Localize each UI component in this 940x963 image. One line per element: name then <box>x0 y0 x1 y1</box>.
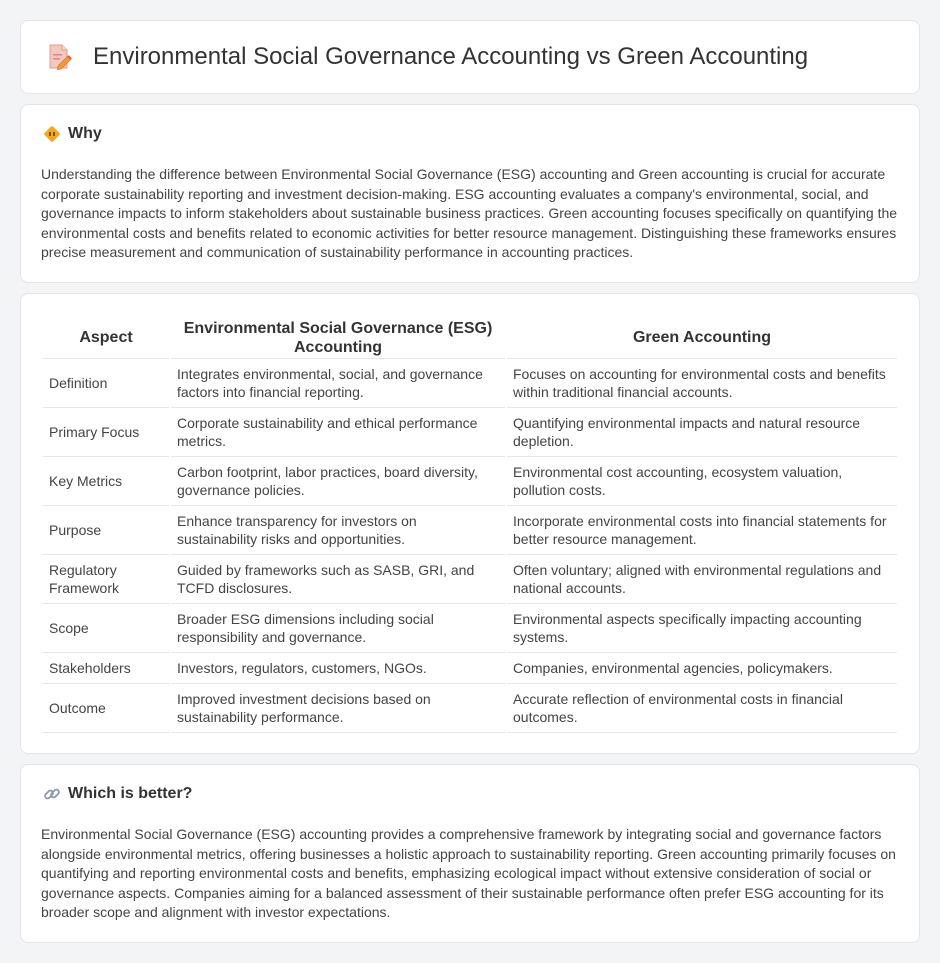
why-text: Understanding the difference between Environmental Social Governance (ESG) accounting and Green accounting is crucial for accurate corporate sustainability reporting and investment decision-making. ESG accounting evaluates a company's environmental, social, and governance impacts to inform stakeholders about sustainable business practices. Green accounting focuses specifically on quantifying the environmental costs and benefits related to economic activities for better resource management. Distinguishing these frameworks ensures precise measurement and communication of sustainability performance in accounting practices. <box>41 166 898 260</box>
green-cell: Quantifying environmental impacts and natural resource depletion. <box>507 408 897 457</box>
better-section <box>20 764 920 943</box>
table-row <box>43 684 897 733</box>
green-cell: Focuses on accounting for environmental costs and benefits within traditional financial accounts. <box>507 359 897 408</box>
table-row <box>43 653 897 684</box>
aspect-cell: Outcome <box>43 684 169 733</box>
aspect-cell: Key Metrics <box>43 457 169 506</box>
table-row <box>43 555 897 604</box>
document-pencil-icon <box>47 43 73 71</box>
why-heading: Why <box>68 125 102 142</box>
esg-cell: Enhance transparency for investors on sustainability risks and opportunities. <box>171 506 505 555</box>
esg-cell: Guided by frameworks such as SASB, GRI, and TCFD disclosures. <box>171 555 505 604</box>
header-aspect: Aspect <box>43 314 169 359</box>
better-heading-row <box>43 785 192 803</box>
green-cell: Companies, environmental agencies, policymakers. <box>507 653 897 684</box>
esg-cell: Integrates environmental, social, and governance factors into financial reporting. <box>171 359 505 408</box>
esg-cell: Corporate sustainability and ethical performance metrics. <box>171 408 505 457</box>
green-cell: Accurate reflection of environmental costs in financial outcomes. <box>507 684 897 733</box>
table-row <box>43 604 897 653</box>
aspect-cell: Definition <box>43 359 169 408</box>
link-icon <box>43 785 61 803</box>
title-row <box>47 43 808 71</box>
esg-cell: Carbon footprint, labor practices, board diversity, governance policies. <box>171 457 505 506</box>
esg-cell: Investors, regulators, customers, NGOs. <box>171 653 505 684</box>
aspect-cell: Scope <box>43 604 169 653</box>
table-row <box>43 359 897 408</box>
diamond-sign-icon <box>43 125 61 143</box>
table-header-row <box>43 314 897 359</box>
comparison-table <box>41 314 899 733</box>
green-cell: Incorporate environmental costs into financial statements for better resource management. <box>507 506 897 555</box>
table-row <box>43 506 897 555</box>
green-cell: Environmental aspects specifically impacting accounting systems. <box>507 604 897 653</box>
green-cell: Environmental cost accounting, ecosystem valuation, pollution costs. <box>507 457 897 506</box>
green-cell: Often voluntary; aligned with environmental regulations and national accounts. <box>507 555 897 604</box>
better-text: Environmental Social Governance (ESG) accounting provides a comprehensive framework by integrating social and governance factors alongside environmental metrics, offering businesses a holistic approach to sustainability reporting. Green accounting primarily focuses on quantifying and reporting environmental costs and benefits, emphasizing ecological impact without extensive consideration of social or governance aspects. Companies aiming for a balanced assessment of their sustainable performance often prefer ESG accounting for its broader scope and alignment with investor expectations. <box>41 826 896 920</box>
why-heading-row <box>43 125 102 143</box>
aspect-cell: Purpose <box>43 506 169 555</box>
header-green: Green Accounting <box>507 314 897 359</box>
page-title: Environmental Social Governance Accounting vs Green Accounting <box>93 43 809 70</box>
esg-cell: Improved investment decisions based on sustainability performance. <box>171 684 505 733</box>
aspect-cell: Stakeholders <box>43 653 169 684</box>
comparison-section <box>20 293 920 754</box>
table-row <box>43 408 897 457</box>
aspect-cell: Primary Focus <box>43 408 169 457</box>
header-esg: Environmental Social Governance (ESG) Accounting <box>171 314 505 359</box>
title-card <box>20 20 920 94</box>
table-row <box>43 457 897 506</box>
why-section <box>20 104 920 283</box>
aspect-cell: Regulatory Framework <box>43 555 169 604</box>
esg-cell: Broader ESG dimensions including social responsibility and governance. <box>171 604 505 653</box>
better-heading: Which is better? <box>68 785 193 802</box>
